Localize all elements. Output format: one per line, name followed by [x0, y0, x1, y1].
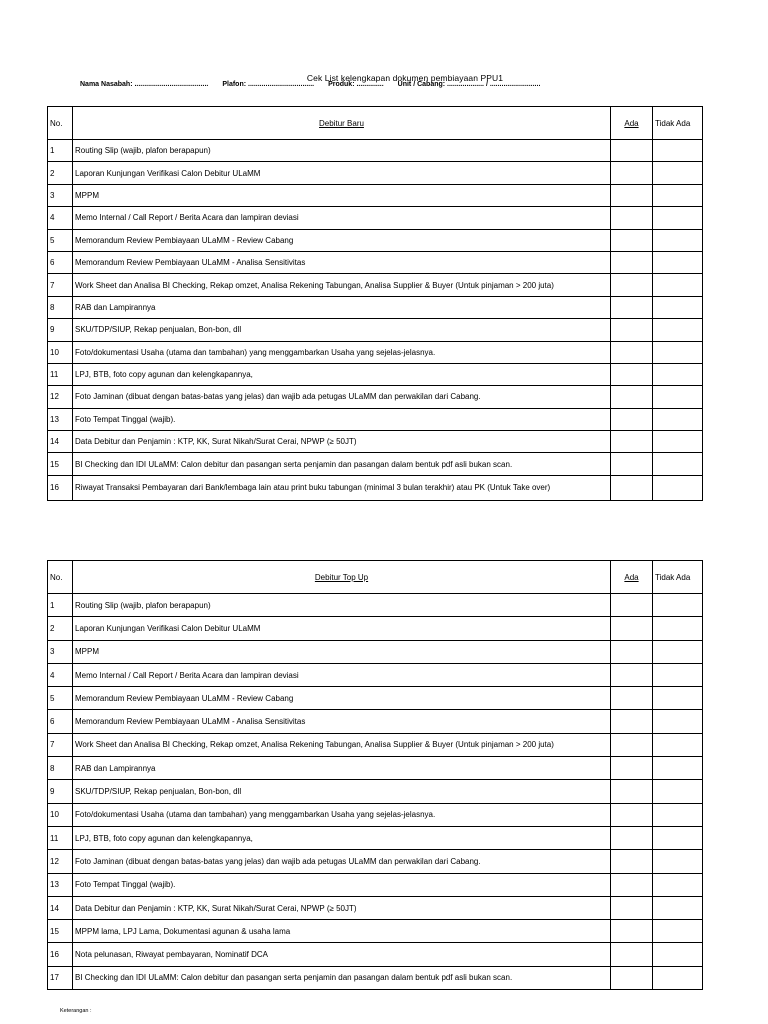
table-row [48, 687, 703, 710]
ada-checkbox-cell[interactable] [611, 826, 653, 849]
row-number: 17 [48, 966, 73, 989]
row-number: 8 [48, 296, 73, 318]
row-description: Foto Tempat Tinggal (wajib). [73, 408, 611, 430]
table-row [48, 757, 703, 780]
row-description: RAB dan Lampirannya [73, 296, 611, 318]
header-debitur-top-up: Debitur Top Up [73, 561, 611, 594]
ada-checkbox-cell[interactable] [611, 363, 653, 385]
row-description: LPJ, BTB, foto copy agunan dan kelengkapannya, [73, 363, 611, 385]
row-number: 12 [48, 850, 73, 873]
ada-checkbox-cell[interactable] [611, 733, 653, 756]
header-ada: Ada [611, 561, 653, 594]
tidak-ada-checkbox-cell[interactable] [653, 826, 703, 849]
ada-checkbox-cell[interactable] [611, 687, 653, 710]
row-number: 13 [48, 873, 73, 896]
row-description: Nota pelunasan, Riwayat pembayaran, Nominatif DCA [73, 943, 611, 966]
table-row [48, 850, 703, 873]
ada-checkbox-cell[interactable] [611, 640, 653, 663]
tidak-ada-checkbox-cell[interactable] [653, 229, 703, 251]
row-number: 15 [48, 453, 73, 475]
title-text: Cek List kelengkapan dokumen pembiayaan PPU1 [306, 73, 504, 83]
ada-checkbox-cell[interactable] [611, 431, 653, 453]
ada-checkbox-cell[interactable] [611, 966, 653, 989]
ada-checkbox-cell[interactable] [611, 386, 653, 408]
row-number: 11 [48, 826, 73, 849]
row-number: 14 [48, 896, 73, 919]
ada-checkbox-cell[interactable] [611, 184, 653, 206]
ada-checkbox-cell[interactable] [611, 780, 653, 803]
table-row [48, 920, 703, 943]
row-description: SKU/TDP/SIUP, Rekap penjualan, Bon-bon, dll [73, 780, 611, 803]
table-row [48, 386, 703, 408]
table-row [48, 733, 703, 756]
tidak-ada-checkbox-cell[interactable] [653, 896, 703, 919]
ada-checkbox-cell[interactable] [611, 453, 653, 475]
row-description: BI Checking dan IDI ULaMM: Calon debitur dan pasangan serta penjamin dan pasangan dalam bentuk pdf asli bukan scan. [73, 453, 611, 475]
tidak-ada-checkbox-cell[interactable] [653, 408, 703, 430]
row-number: 6 [48, 710, 73, 733]
row-description: Riwayat Transaksi Pembayaran dari Bank/lembaga lain atau print buku tabungan (minimal 3 bulan terakhir) atau PK (Untuk Take over) [73, 475, 611, 500]
ada-checkbox-cell[interactable] [611, 162, 653, 184]
row-description: Laporan Kunjungan Verifikasi Calon Debitur ULaMM [73, 162, 611, 184]
ada-checkbox-cell[interactable] [611, 873, 653, 896]
checklist-table-debitur-baru [47, 106, 703, 501]
unit-cabang-field: Unit / Cabang: ................... / .......................... [397, 81, 541, 88]
tidak-ada-checkbox-cell[interactable] [653, 803, 703, 826]
table-row [48, 780, 703, 803]
ada-checkbox-cell[interactable] [611, 251, 653, 273]
tidak-ada-checkbox-cell[interactable] [653, 733, 703, 756]
row-description: Memorandum Review Pembiayaan ULaMM - Analisa Sensitivitas [73, 710, 611, 733]
tidak-ada-checkbox-cell[interactable] [653, 453, 703, 475]
tidak-ada-checkbox-cell[interactable] [653, 780, 703, 803]
header-no: No. [48, 561, 73, 594]
table2-body [48, 561, 703, 990]
row-description: Routing Slip (wajib, plafon berapapun) [73, 594, 611, 617]
row-number: 5 [48, 229, 73, 251]
ada-checkbox-cell[interactable] [611, 710, 653, 733]
row-number: 4 [48, 207, 73, 229]
table-row [48, 594, 703, 617]
row-number: 5 [48, 687, 73, 710]
table-row [48, 431, 703, 453]
table-row [48, 640, 703, 663]
row-description: Foto/dokumentasi Usaha (utama dan tambahan) yang menggambarkan Usaha yang sejelas-jelasnya. [73, 341, 611, 363]
table-row [48, 663, 703, 686]
table-row [48, 408, 703, 430]
row-description: LPJ, BTB, foto copy agunan dan kelengkapannya, [73, 826, 611, 849]
tidak-ada-checkbox-cell[interactable] [653, 162, 703, 184]
table-row [48, 896, 703, 919]
row-number: 10 [48, 803, 73, 826]
ada-checkbox-cell[interactable] [611, 920, 653, 943]
produk-field: Produk: .............. [328, 81, 384, 88]
ada-checkbox-cell[interactable] [611, 341, 653, 363]
row-description: Memorandum Review Pembiayaan ULaMM - Review Cabang [73, 229, 611, 251]
row-description: Work Sheet dan Analisa BI Checking, Rekap omzet, Analisa Rekening Tabungan, Analisa Supplier & Buyer (Untuk pinjaman > 200 juta) [73, 733, 611, 756]
row-number: 7 [48, 733, 73, 756]
row-description: Memorandum Review Pembiayaan ULaMM - Analisa Sensitivitas [73, 251, 611, 273]
checklist-table-debitur-top-up [47, 560, 703, 990]
ada-checkbox-cell[interactable] [611, 408, 653, 430]
row-number: 7 [48, 274, 73, 296]
table-row [48, 826, 703, 849]
row-description: MPPM [73, 184, 611, 206]
ada-checkbox-cell[interactable] [611, 850, 653, 873]
table-row [48, 363, 703, 385]
header-tidak-ada: Tidak Ada [653, 561, 703, 594]
row-description: Routing Slip (wajib, plafon berapapun) [73, 140, 611, 162]
table-row [48, 229, 703, 251]
table-row [48, 274, 703, 296]
ada-checkbox-cell[interactable] [611, 229, 653, 251]
row-number: 14 [48, 431, 73, 453]
tidak-ada-checkbox-cell[interactable] [653, 640, 703, 663]
row-number: 12 [48, 386, 73, 408]
table2-header-row [48, 561, 703, 594]
header-tidak-ada: Tidak Ada [653, 107, 703, 140]
table1-header-row [48, 107, 703, 140]
row-description: BI Checking dan IDI ULaMM: Calon debitur dan pasangan serta penjamin dan pasangan dalam bentuk pdf asli bukan scan. [73, 966, 611, 989]
tidak-ada-checkbox-cell[interactable] [653, 319, 703, 341]
keterangan-note: Keterangan : [60, 1008, 92, 1014]
tidak-ada-checkbox-cell[interactable] [653, 475, 703, 500]
header-debitur-baru: Debitur Baru [73, 107, 611, 140]
plafon-field: Plafon: .................................. [222, 81, 315, 88]
tidak-ada-checkbox-cell[interactable] [653, 431, 703, 453]
row-number: 15 [48, 920, 73, 943]
row-description: Memo Internal / Call Report / Berita Acara dan lampiran deviasi [73, 663, 611, 686]
ada-checkbox-cell[interactable] [611, 140, 653, 162]
row-number: 6 [48, 251, 73, 273]
row-description: MPPM [73, 640, 611, 663]
ada-checkbox-cell[interactable] [611, 896, 653, 919]
table-row [48, 140, 703, 162]
row-description: Memo Internal / Call Report / Berita Acara dan lampiran deviasi [73, 207, 611, 229]
tidak-ada-checkbox-cell[interactable] [653, 341, 703, 363]
ada-checkbox-cell[interactable] [611, 319, 653, 341]
row-description: Memorandum Review Pembiayaan ULaMM - Review Cabang [73, 687, 611, 710]
tidak-ada-checkbox-cell[interactable] [653, 873, 703, 896]
row-description: Foto Jaminan (dibuat dengan batas-batas yang jelas) dan wajib ada petugas ULaMM dan perwakilan dari Cabang. [73, 386, 611, 408]
ada-checkbox-cell[interactable] [611, 943, 653, 966]
tidak-ada-checkbox-cell[interactable] [653, 386, 703, 408]
row-number: 1 [48, 140, 73, 162]
table1-body [48, 107, 703, 501]
ada-checkbox-cell[interactable] [611, 296, 653, 318]
ada-checkbox-cell[interactable] [611, 663, 653, 686]
table-row [48, 710, 703, 733]
row-number: 2 [48, 617, 73, 640]
row-number: 10 [48, 341, 73, 363]
tidak-ada-checkbox-cell[interactable] [653, 850, 703, 873]
row-number: 4 [48, 663, 73, 686]
tidak-ada-checkbox-cell[interactable] [653, 966, 703, 989]
row-description: SKU/TDP/SIUP, Rekap penjualan, Bon-bon, dll [73, 319, 611, 341]
row-description: MPPM lama, LPJ Lama, Dokumentasi agunan & usaha lama [73, 920, 611, 943]
row-description: RAB dan Lampirannya [73, 757, 611, 780]
row-number: 16 [48, 475, 73, 500]
ada-checkbox-cell[interactable] [611, 207, 653, 229]
table-row [48, 943, 703, 966]
table-row [48, 873, 703, 896]
tidak-ada-checkbox-cell[interactable] [653, 251, 703, 273]
row-description: Data Debitur dan Penjamin : KTP, KK, Surat Nikah/Surat Cerai, NPWP (≥ 50JT) [73, 896, 611, 919]
ada-checkbox-cell[interactable] [611, 594, 653, 617]
tidak-ada-checkbox-cell[interactable] [653, 274, 703, 296]
ada-checkbox-cell[interactable] [611, 803, 653, 826]
row-description: Foto Jaminan (dibuat dengan batas-batas yang jelas) dan wajib ada petugas ULaMM dan perwakilan dari Cabang. [73, 850, 611, 873]
nama-nasabah-field: Nama Nasabah: ...................................... [80, 81, 209, 88]
tidak-ada-checkbox-cell[interactable] [653, 757, 703, 780]
table-row [48, 319, 703, 341]
header-ada: Ada [611, 107, 653, 140]
table-row [48, 341, 703, 363]
tidak-ada-checkbox-cell[interactable] [653, 710, 703, 733]
row-number: 9 [48, 319, 73, 341]
table-row [48, 803, 703, 826]
table-row [48, 475, 703, 500]
row-number: 9 [48, 780, 73, 803]
tidak-ada-checkbox-cell[interactable] [653, 617, 703, 640]
row-description: Foto/dokumentasi Usaha (utama dan tambahan) yang menggambarkan Usaha yang sejelas-jelasnya. [73, 803, 611, 826]
tidak-ada-checkbox-cell[interactable] [653, 920, 703, 943]
row-number: 1 [48, 594, 73, 617]
row-number: 8 [48, 757, 73, 780]
tidak-ada-checkbox-cell[interactable] [653, 184, 703, 206]
table-row [48, 184, 703, 206]
row-description: Work Sheet dan Analisa BI Checking, Rekap omzet, Analisa Rekening Tabungan, Analisa Supplier & Buyer (Untuk pinjaman > 200 juta) [73, 274, 611, 296]
row-description: Laporan Kunjungan Verifikasi Calon Debitur ULaMM [73, 617, 611, 640]
row-number: 13 [48, 408, 73, 430]
table-row [48, 617, 703, 640]
ada-checkbox-cell[interactable] [611, 617, 653, 640]
tidak-ada-checkbox-cell[interactable] [653, 296, 703, 318]
table-row [48, 162, 703, 184]
tidak-ada-checkbox-cell[interactable] [653, 594, 703, 617]
table-row [48, 251, 703, 273]
tidak-ada-checkbox-cell[interactable] [653, 687, 703, 710]
row-number: 16 [48, 943, 73, 966]
table-row [48, 207, 703, 229]
table-row [48, 966, 703, 989]
ada-checkbox-cell[interactable] [611, 475, 653, 500]
table-row [48, 296, 703, 318]
tidak-ada-checkbox-cell[interactable] [653, 207, 703, 229]
row-number: 11 [48, 363, 73, 385]
tidak-ada-checkbox-cell[interactable] [653, 943, 703, 966]
row-number: 3 [48, 640, 73, 663]
row-description: Data Debitur dan Penjamin : KTP, KK, Surat Nikah/Surat Cerai, NPWP (≥ 50JT) [73, 431, 611, 453]
row-number: 2 [48, 162, 73, 184]
ada-checkbox-cell[interactable] [611, 274, 653, 296]
customer-info-line [80, 81, 552, 88]
row-number: 3 [48, 184, 73, 206]
row-description: Foto Tempat Tinggal (wajib). [73, 873, 611, 896]
tidak-ada-checkbox-cell[interactable] [653, 363, 703, 385]
tidak-ada-checkbox-cell[interactable] [653, 663, 703, 686]
table-row [48, 453, 703, 475]
header-no: No. [48, 107, 73, 140]
ada-checkbox-cell[interactable] [611, 757, 653, 780]
tidak-ada-checkbox-cell[interactable] [653, 140, 703, 162]
